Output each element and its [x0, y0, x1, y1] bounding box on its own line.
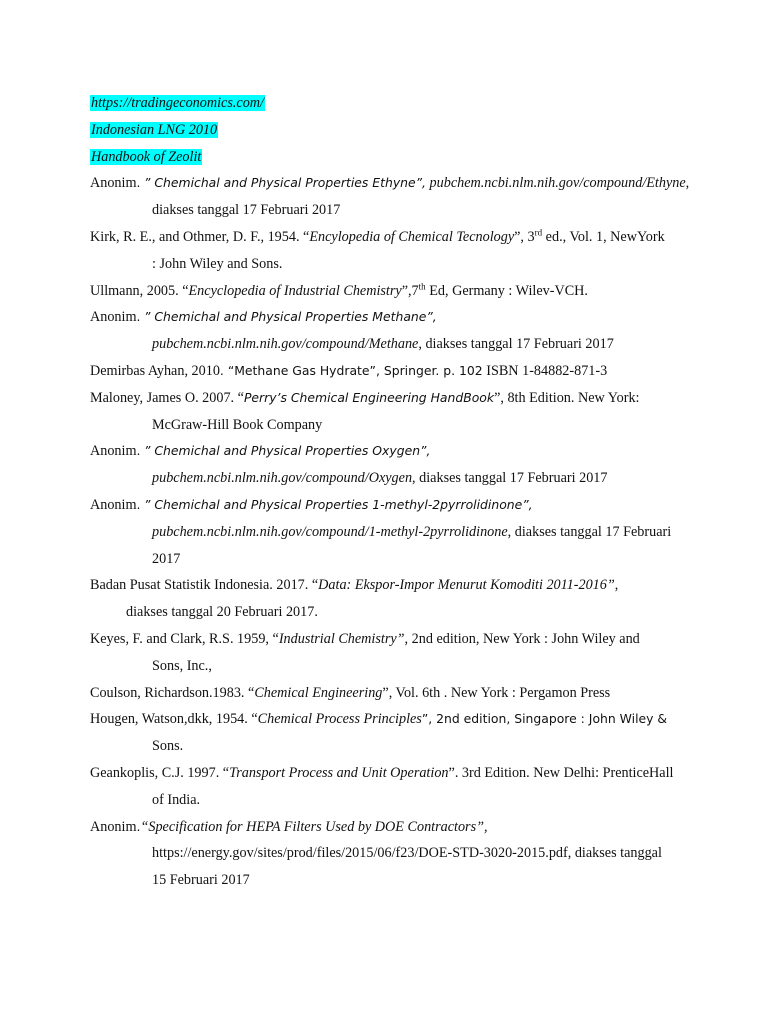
reference-dot: .: [219, 362, 224, 378]
reference-entry-ethyne-cont: [90, 197, 720, 224]
reference-author: Badan Pusat Statistik Indonesia. 2017. “: [90, 577, 319, 594]
reference-publisher: ed., Vol. 1, NewYork: [542, 228, 665, 245]
highlighted-lng-line: [90, 117, 720, 144]
reference-title: “Methane Gas Hydrate”, Springer: [223, 362, 436, 378]
reference-page: . p. 102: [435, 362, 483, 378]
reference-publisher: Ed, Germany : Wilev-VCH.: [425, 282, 588, 299]
reference-author: Anonim: [90, 818, 137, 835]
reference-url[interactable]: pubchem.ncbi.nlm.nih.gov/compound/Oxygen: [152, 470, 413, 487]
reference-access-date: diakses tanggal 17 Februari 2017: [152, 202, 341, 219]
reference-title: Data: Ekspor-Impor Menurut Komoditi 2011-2016”: [318, 577, 615, 594]
reference-title: ” Chemichal and Physical Properties Ethyne”,: [144, 175, 426, 191]
reference-edition: , 2nd edition, New York : John Wiley and: [404, 630, 640, 647]
handbook-zeolit-reference: Handbook of Zeolit: [91, 148, 202, 165]
reference-title: “Specification for HEPA Filters Used by DOE Contractors”,: [140, 818, 488, 835]
reference-entry-coulson: [90, 680, 720, 707]
reference-entry-maloney-cont: [90, 412, 720, 439]
reference-edition: ”, 8th Edition. New York:: [494, 389, 640, 406]
reference-title: Chemical Process Principles: [257, 711, 422, 728]
reference-url[interactable]: pubchem.ncbi.nlm.nih.gov/compound/Ethyne: [426, 175, 686, 192]
reference-entry-ethyne: [90, 170, 720, 197]
reference-publisher: of India.: [152, 791, 201, 808]
reference-publisher: Sons.: [152, 738, 184, 755]
reference-punct: ,: [685, 175, 690, 192]
reference-entry-maloney: [90, 385, 720, 412]
reference-access-date: , diakses tanggal 17 Februari 2017: [418, 336, 614, 353]
indonesian-lng-reference: Indonesian LNG 2010: [91, 121, 218, 138]
reference-entry-pyrrolidinone: [90, 492, 720, 519]
reference-entry-hougen: [90, 706, 720, 733]
reference-author: Hougen, Watson,dkk, 1954. “: [90, 711, 258, 728]
reference-entry-demirbas: [90, 358, 720, 385]
reference-punct: ,: [614, 577, 619, 594]
reference-entry-ullmann: [90, 278, 720, 305]
reference-year: 2017: [152, 550, 181, 567]
reference-author: Anonim: [90, 175, 137, 192]
reference-entry-kirk: [90, 224, 720, 251]
reference-edition: ”, 3: [514, 228, 535, 245]
reference-dot: .: [136, 496, 141, 512]
reference-author: Demirbas Ayhan, 2010: [90, 362, 220, 379]
reference-entry-hepa: [90, 814, 720, 841]
reference-publisher: : John Wiley and Sons.: [152, 255, 283, 272]
reference-author: Anonim: [90, 309, 137, 326]
reference-list: [90, 90, 720, 894]
reference-edition: ”. 3rd Edition. New Delhi: PrenticeHall: [448, 764, 674, 781]
tradingeconomics-link[interactable]: https://tradingeconomics.com/: [91, 95, 264, 111]
reference-title: Perry’s Chemical Engineering HandBook: [243, 389, 495, 405]
reference-title: Encylopedia of Chemical Tecnology: [309, 228, 515, 245]
reference-entry-methane: [90, 304, 720, 331]
reference-entry-oxygen-cont: [90, 465, 720, 492]
highlighted-zeolit-line: [90, 144, 720, 171]
reference-entry-keyes: [90, 626, 720, 653]
reference-entry-geankoplis-cont: [90, 787, 720, 814]
reference-author: Kirk, R. E., and Othmer, D. F., 1954. “: [90, 228, 310, 245]
reference-author: Anonim: [90, 443, 137, 460]
reference-publisher: ”, Vol. 6th . New York : Pergamon Press: [382, 684, 611, 701]
reference-entry-hepa-date: [90, 867, 720, 894]
reference-entry-kirk-cont: [90, 251, 720, 278]
reference-entry-hepa-cont: [90, 840, 720, 867]
reference-access-date: diakses tanggal 20 Februari 2017.: [126, 604, 318, 621]
reference-title: Transport Process and Unit Operation: [229, 764, 449, 781]
reference-title: ” Chemichal and Physical Properties Oxygen”,: [144, 443, 431, 459]
reference-access-date: , diakses tanggal 17 Februari: [507, 523, 672, 540]
reference-entry-bps-cont: [90, 599, 720, 626]
reference-url[interactable]: pubchem.ncbi.nlm.nih.gov/compound/Methane: [152, 336, 419, 353]
reference-author: Maloney, James O. 2007. “: [90, 389, 244, 406]
reference-entry-keyes-cont: [90, 653, 720, 680]
reference-title: Chemical Engineering: [254, 684, 383, 701]
reference-title: Industrial Chemistry”: [278, 630, 405, 647]
reference-dot: .: [136, 443, 141, 459]
reference-edition: ”,7: [401, 282, 419, 299]
reference-entry-pyrrolidinone-year: [90, 546, 720, 573]
reference-entry-pyrrolidinone-cont: [90, 519, 720, 546]
reference-dot: .: [136, 175, 141, 191]
reference-isbn: ISBN 1-84882-871-3: [482, 362, 608, 379]
reference-entry-oxygen: [90, 438, 720, 465]
reference-author: Coulson, Richardson.1983. “: [90, 684, 255, 701]
reference-author: Ullmann, 2005. “: [90, 282, 189, 299]
reference-title: Encyclopedia of Industrial Chemistry: [188, 282, 402, 299]
reference-entry-hougen-cont: [90, 733, 720, 760]
reference-dot: .: [136, 309, 141, 325]
reference-superscript: th: [418, 280, 426, 291]
reference-superscript: rd: [534, 227, 543, 238]
reference-title: ” Chemichal and Physical Properties 1-methyl-2pyrrolidinone”,: [144, 496, 533, 512]
reference-publisher: McGraw-Hill Book Company: [152, 416, 323, 433]
reference-author: Keyes, F. and Clark, R.S. 1959, “: [90, 630, 279, 647]
reference-dot: .: [136, 818, 141, 834]
reference-edition: ”, 2nd edition, Singapore : John Wiley &: [421, 711, 668, 727]
reference-publisher: Sons, Inc.,: [152, 657, 212, 674]
reference-url[interactable]: pubchem.ncbi.nlm.nih.gov/compound/1-methyl-2pyrrolidinone: [152, 523, 508, 540]
reference-url[interactable]: https://energy.gov/sites/prod/files/2015/06/f23/DOE-STD-3020-2015.pdf, diakses tanggal: [152, 845, 662, 862]
reference-access-date: 15 Februari 2017: [152, 872, 250, 889]
highlighted-link-line: [90, 90, 720, 117]
reference-title: ” Chemichal and Physical Properties Methane”,: [144, 309, 437, 325]
reference-author: Geankoplis, C.J. 1997. “: [90, 764, 230, 781]
reference-entry-bps: [90, 572, 720, 599]
reference-author: Anonim: [90, 496, 137, 513]
reference-entry-methane-cont: [90, 331, 720, 358]
reference-access-date: , diakses tanggal 17 Februari 2017: [412, 470, 608, 487]
reference-entry-geankoplis: [90, 760, 720, 787]
